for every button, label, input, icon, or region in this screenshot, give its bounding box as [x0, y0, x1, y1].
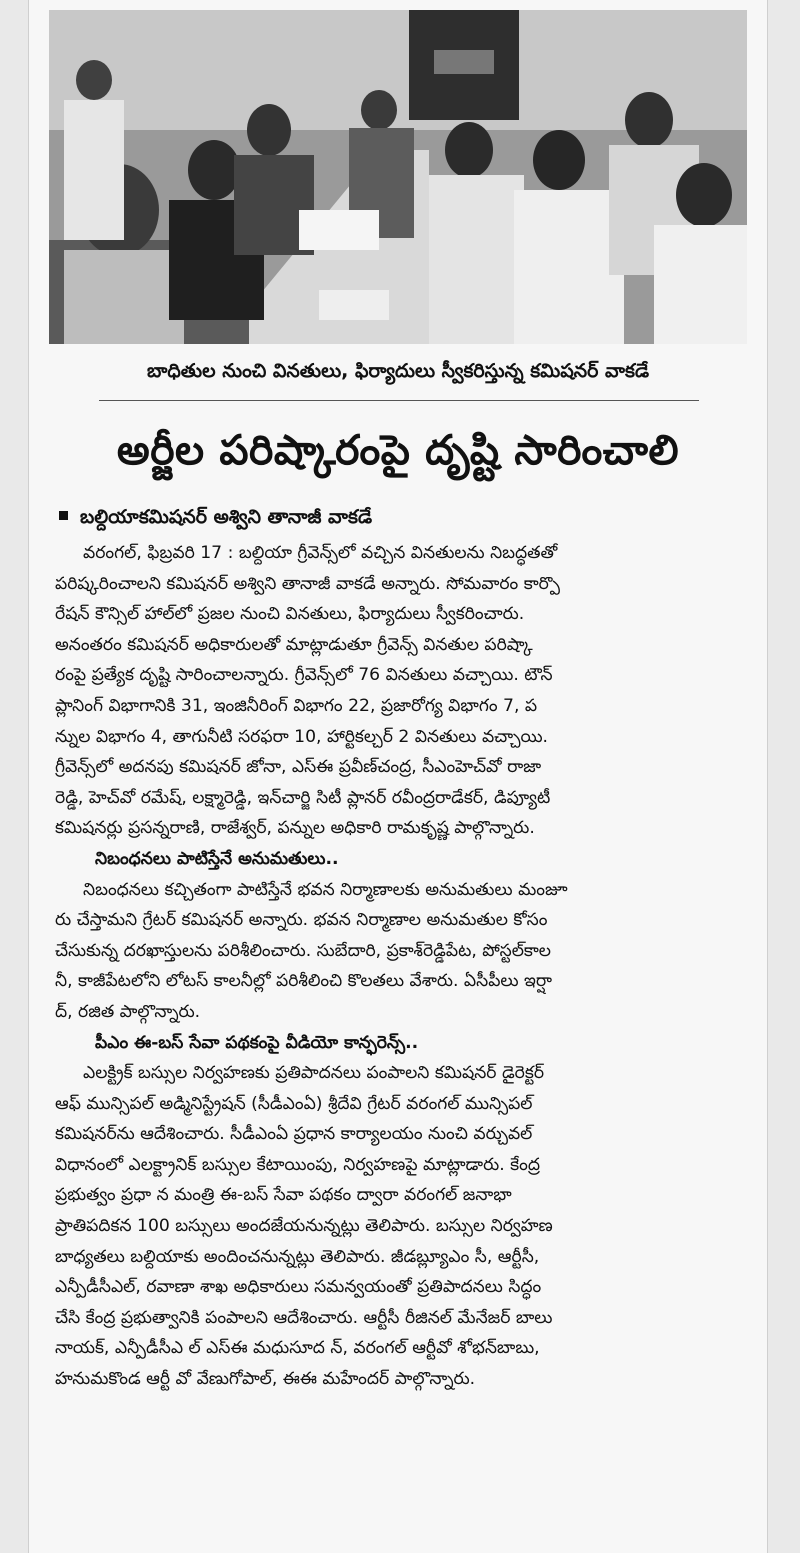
article-line: అనంతరం కమిషనర్ అధికారులతో మాట్లాడుతూ గ్రీవెన్స్ వినతుల పరిష్కా	[55, 634, 533, 655]
section-heading: పీఎం ఈ-బస్ సేవా పథకంపై వీడియో కాన్ఫరెన్స్..	[95, 1032, 419, 1053]
article-line: హనుమకొండ ఆర్టీ వో వేణుగోపాల్, ఈఈ మహేందర్ పాల్గొన్నారు.	[55, 1369, 476, 1390]
divider-rule	[99, 400, 699, 401]
article-line: చేసి కేంద్ర ప్రభుత్వానికి పంపాలని ఆదేశించారు. ఆర్టీసీ రీజినల్ మేనేజర్ బాలు	[55, 1307, 553, 1328]
article-line: రెడ్డి, హెచ్‌వో రమేష్, లక్ష్మారెడ్డి, ఇన్‌చార్జి సిటీ ప్లానర్ రవీంద్రరాడేకర్, డిప్యూటీ	[55, 787, 551, 808]
article-line: ఎన్పీడీసీఎల్, రవాణా శాఖ అధికారులు సమన్వయంతో ప్రతిపాదనలు సిద్ధం	[55, 1277, 542, 1298]
article-line: ప్లానింగ్ విభాగానికి 31, ఇంజినీరింగ్ విభాగం 22, ప్రజారోగ్య విభాగం 7, ప	[55, 695, 538, 716]
photo-caption: బాధితుల నుంచి వినతులు, ఫిర్యాదులు స్వీకరిస్తున్న కమిషనర్ వాకడే	[146, 360, 649, 382]
headline: అర్జీల పరిష్కారంపై దృష్టి సారించాలి	[116, 426, 680, 474]
section-heading: నిబంధనలు పాటిస్తేనే అనుమతులు..	[95, 848, 339, 869]
article-line: ఎలక్ట్రిక్ బస్సుల నిర్వహణకు ప్రతిపాదనలు పంపాలని కమిషనర్ డైరెక్టర్	[83, 1063, 545, 1084]
article-line: నిబంధనలు కచ్చితంగా పాటిస్తేనే భవన నిర్మాణాలకు అనుమతులు మంజూ	[83, 879, 568, 900]
article-line: ప్రాతిపదికన 100 బస్సులు అందజేయనున్నట్లు తెలిపారు. బస్సుల నిర్వహణ	[55, 1216, 553, 1237]
newspaper-clipping	[28, 0, 768, 1553]
article-line: వరంగల్, ఫిబ్రవరి 17 : బల్దియా గ్రీవెన్స్‌లో వచ్చిన వినతులను నిబద్ధతతో	[83, 543, 558, 563]
article-line: బాధ్యతలు బల్దియాకు అందించనున్నట్లు తెలిపారు. జీడబ్ల్యూఎం సీ, ఆర్టీసీ,	[55, 1246, 540, 1267]
article-line: రంపై ప్రత్యేక దృష్టి సారించాలన్నారు. గ్రీవెన్స్‌లో 76 వినతులు వచ్చాయి. టౌన్	[55, 665, 553, 686]
photo-icon	[49, 10, 747, 344]
subheadline-text: బల్దియాకమిషనర్ అశ్విని తానాజీ వాకడే	[80, 506, 373, 528]
article-line: కమిషనర్లు ప్రసన్నరాణి, రాజేశ్వర్, పన్నుల అధికారి రామకృష్ణ పాల్గొన్నారు.	[55, 818, 535, 839]
article-line: కమిషనర్‌ను ఆదేశించారు. సీడీఎంఏ ప్రధాన కార్యాలయం నుంచి వర్చువల్	[55, 1124, 533, 1145]
article-line: రేషన్ కౌన్సిల్ హాల్‌లో ప్రజల నుంచి వినతులు, ఫిర్యాదులు స్వీకరించారు.	[55, 604, 525, 625]
bullet-icon	[59, 511, 68, 520]
article-line: నాయక్, ఎన్పీడీసీఎ ల్ ఎస్ఈ మధుసూద న్, వరంగల్ ఆర్టీవో శోభన్‌బాబు,	[55, 1338, 540, 1359]
article-line: విధానంలో ఎలక్ట్రానిక్ బస్సుల కేటాయింపు, నిర్వహణపై మాట్లాడారు. కేంద్ర	[55, 1154, 540, 1175]
article-line: ఆఫ్ మున్సిపల్ అడ్మినిస్ట్రేషన్ (సీడీఎంఏ) శ్రీదేవి గ్రేటర్ వరంగల్ మున్సిపల్	[55, 1093, 533, 1114]
article-line: పరిష్కరించాలని కమిషనర్ అశ్విని తానాజీ వాకడే అన్నారు. సోమవారం కార్పొ	[55, 573, 560, 594]
news-photo	[49, 10, 747, 344]
article-line: ద్, రజిత పాల్గొన్నారు.	[55, 1001, 201, 1022]
article-line: రు చేస్తామని గ్రేటర్ కమిషనర్ అన్నారు. భవన నిర్మాణాల అనుమతుల కోసం	[55, 910, 548, 931]
article-line: చేసుకున్న దరఖాస్తులను పరిశీలించారు. సుబేదారి, ప్రకాశ్‌రెడ్డిపేట, పోస్టల్‌కాల	[55, 940, 551, 961]
article-line: గ్రీవెన్స్‌లో అదనపు కమిషనర్ జోనా, ఎస్ఈ ప్రవీణ్‌చంద్ర, సీఎంహెచ్‌వో రాజా	[55, 757, 542, 778]
article-line: న్నుల విభాగం 4, తాగునీటి సరఫరా 10, హార్టికల్చర్ 2 వినతులు వచ్చాయి.	[55, 726, 549, 747]
article-body	[55, 538, 745, 1548]
subheadline	[59, 500, 739, 534]
article-line: ప్రభుత్వం ప్రధా న మంత్రి ఈ-బస్ సేవా పథకం ద్వారా వరంగల్ జనాభా	[55, 1185, 512, 1206]
article-line: నీ, కాజీపేటలోని లోటస్ కాలనీల్లో పరిశీలించి కొలతలు వేశారు. ఏసీపీలు ఇర్షా	[55, 971, 552, 992]
